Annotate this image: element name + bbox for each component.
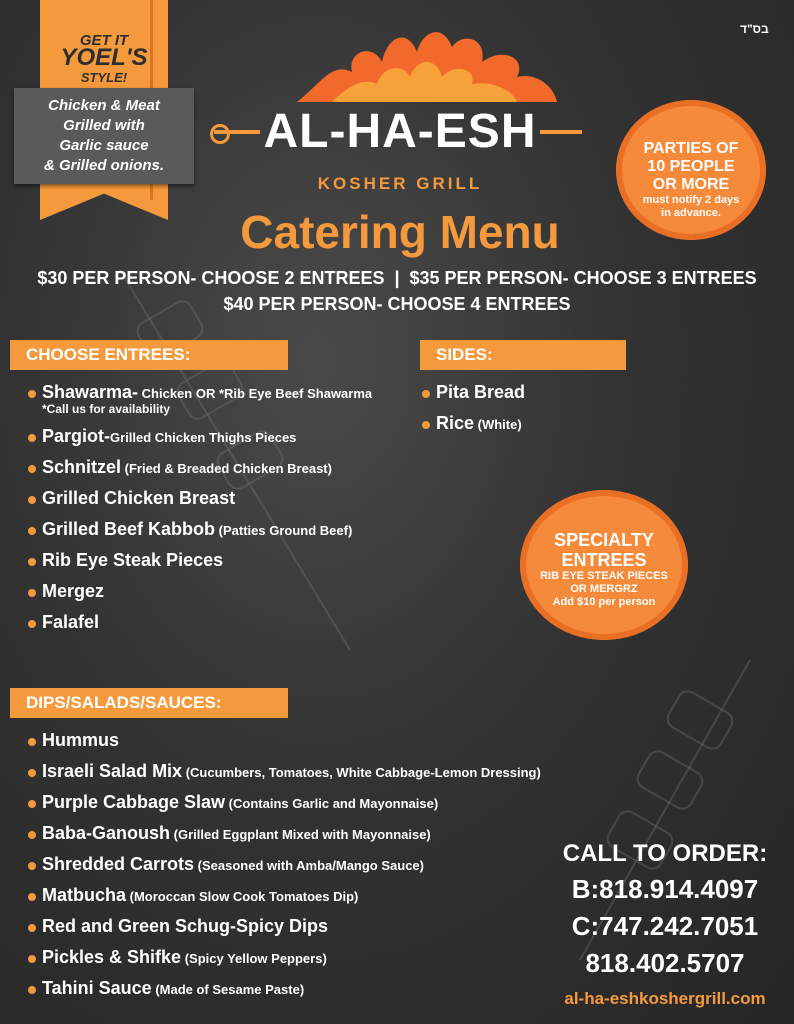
item-note: (Cucumbers, Tomatoes, White Cabbage-Lemon Dressing) [182, 765, 541, 780]
list-item [26, 488, 372, 519]
phone-business[interactable]: B:818.914.4097 [571, 874, 759, 904]
item-name: Pita Bread [436, 382, 526, 402]
call-to-order-title: CALL TO ORDER: [562, 840, 768, 867]
contact-block [560, 840, 770, 1009]
promo-tag [14, 88, 194, 184]
entrees-heading-label: CHOOSE ENTREES: [26, 345, 191, 364]
item-name: Purple Cabbage Slaw [42, 792, 226, 812]
list-item [420, 382, 525, 413]
item-name: Red and Green Schug-Spicy Dips [42, 916, 329, 936]
item-name: Matbucha [42, 885, 127, 905]
brand-tagline: KOSHER GRILL [317, 174, 483, 193]
item-note: (Moroccan Slow Cook Tomatoes Dip) [126, 889, 359, 904]
list-item [26, 823, 541, 854]
promo-tag-line: Grilled with [63, 117, 145, 134]
dips-heading-label: DIPS/SALADS/SAUCES: [26, 693, 222, 712]
dips-heading [10, 688, 288, 718]
specialty-badge-line: ENTREES [561, 550, 647, 570]
list-item [26, 612, 372, 643]
list-item [26, 792, 541, 823]
bsd-mark: בס"ד [740, 22, 769, 36]
promo-tag-line: Chicken & Meat [48, 97, 160, 114]
website-link[interactable]: al-ha-eshkoshergrill.com [564, 989, 766, 1008]
logo-left-ring [210, 124, 230, 144]
list-item [26, 382, 372, 404]
item-note: (Seasoned with Amba/Mango Sauce) [194, 858, 424, 873]
item-name: Tahini Sauce [42, 978, 152, 998]
flame-icon [292, 22, 562, 110]
item-name: Israeli Salad Mix [42, 761, 183, 781]
list-item [26, 761, 541, 792]
item-name: Grilled Chicken Breast [42, 488, 236, 508]
list-item [26, 426, 372, 457]
item-name: Rib Eye Steak Pieces [42, 550, 224, 570]
item-name: Rice [436, 413, 475, 433]
item-note: Grilled Chicken Thighs Pieces [110, 430, 297, 445]
parties-badge-line: OR MORE [652, 176, 730, 193]
list-item [26, 581, 372, 612]
list-item [26, 947, 541, 978]
page-title: Catering Menu [240, 206, 560, 258]
pricing-line1: $30 PER PERSON- CHOOSE 2 ENTREES | $35 PER PERSON- CHOOSE 3 ENTREES [37, 268, 757, 288]
pricing-line2: $40 PER PERSON- CHOOSE 4 ENTREES [223, 294, 571, 314]
item-name: Grilled Beef Kabbob [42, 519, 216, 539]
item-note: (White) [474, 417, 522, 432]
item-name: Shawarma- [42, 382, 139, 402]
list-item [26, 885, 541, 916]
item-note: (Contains Garlic and Mayonnaise) [225, 796, 439, 811]
list-item [26, 978, 541, 1009]
shawarma-subnote: *Call us for availability [42, 402, 171, 416]
entrees-list [26, 382, 372, 643]
entrees-heading [10, 340, 288, 370]
item-name: Baba-Ganoush [42, 823, 171, 843]
promo-tag-line: & Grilled onions. [43, 157, 164, 174]
item-name: Hummus [42, 730, 120, 750]
phone-alt[interactable]: 818.402.5707 [585, 948, 745, 978]
list-item [26, 550, 372, 581]
item-note: (Grilled Eggplant Mixed with Mayonnaise) [170, 827, 431, 842]
list-item [26, 519, 372, 550]
item-note: (Fried & Breaded Chicken Breast) [121, 461, 332, 476]
sides-heading-label: SIDES: [436, 345, 493, 364]
list-item [26, 457, 372, 488]
list-item [26, 916, 541, 947]
item-name: Mergez [42, 581, 105, 601]
phone-cell[interactable]: C:747.242.7051 [571, 911, 759, 941]
specialty-badge [520, 490, 688, 640]
parties-badge-note: in advance. [661, 207, 721, 219]
item-name: Pickles & Shifke [42, 947, 182, 967]
item-name: Schnitzel [42, 457, 122, 477]
ribbon-text-line1: GET IT [79, 32, 129, 49]
parties-badge-note: must notify 2 days [642, 194, 740, 206]
item-name: Falafel [42, 612, 100, 632]
item-note: (Made of Sesame Paste) [151, 982, 305, 997]
item-note: Chicken OR *Rib Eye Beef Shawarma [138, 386, 373, 401]
sides-heading [420, 340, 626, 370]
specialty-badge-note: RIB EYE STEAK PIECES [540, 570, 668, 582]
parties-badge [616, 100, 766, 240]
parties-badge-line: PARTIES OF [643, 140, 739, 157]
brand-logo: AL-HA-ESH [263, 105, 537, 158]
list-item [26, 854, 541, 885]
list-item [420, 413, 525, 444]
item-name: Shredded Carrots [42, 854, 195, 874]
item-note: (Spicy Yellow Peppers) [181, 951, 327, 966]
parties-badge-line: 10 PEOPLE [647, 158, 735, 175]
item-note: (Patties Ground Beef) [215, 523, 353, 538]
specialty-badge-note: OR MERGRZ [570, 583, 638, 595]
promo-tag-line: Garlic sauce [59, 137, 149, 154]
specialty-badge-line: SPECIALTY [554, 530, 654, 550]
ribbon-text-line3: STYLE! [80, 70, 128, 85]
dips-list [26, 730, 541, 1009]
sides-list [420, 382, 525, 444]
item-name: Pargiot- [42, 426, 111, 446]
specialty-badge-note: Add $10 per person [552, 596, 656, 608]
list-item [26, 730, 541, 761]
ribbon-text-line2: YOEL'S [60, 44, 148, 71]
